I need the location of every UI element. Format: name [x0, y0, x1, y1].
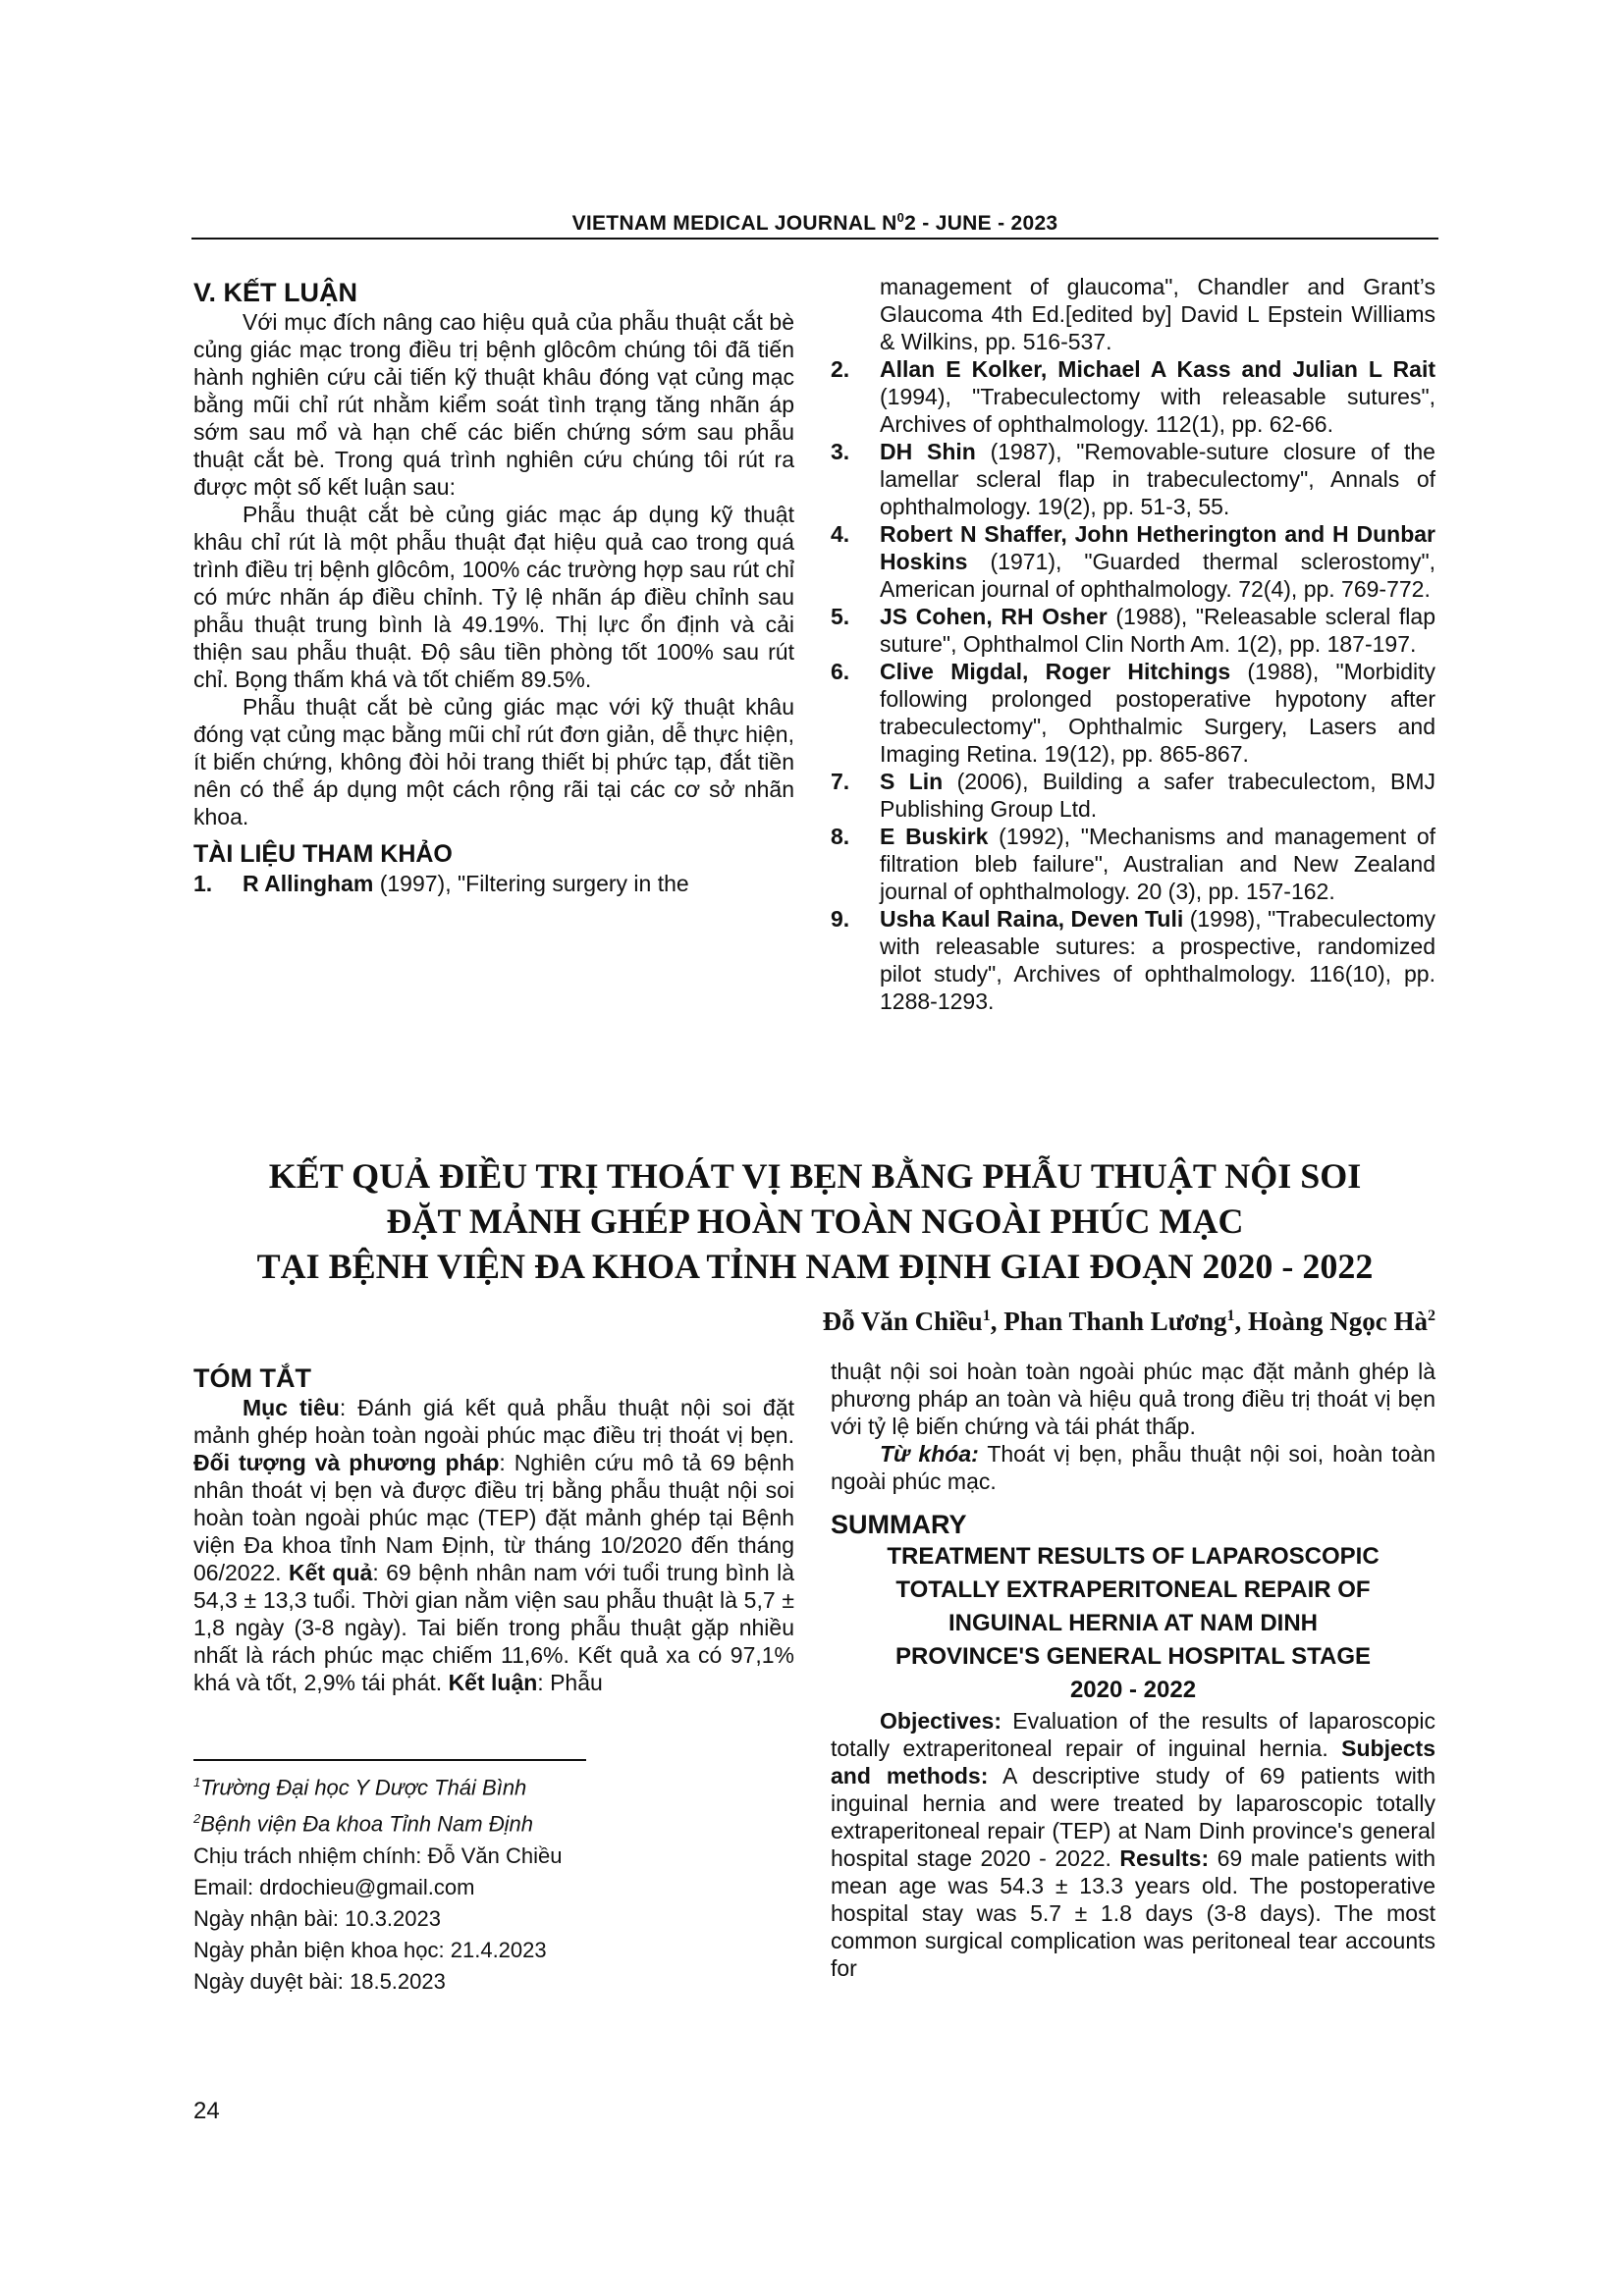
reference-item [831, 355, 1435, 438]
footnote-affiliation-2 [193, 1803, 562, 1840]
author-3-affiliation: 2 [1428, 1308, 1435, 1324]
footnote-rule [193, 1759, 586, 1761]
reference-number: 3. [831, 439, 850, 464]
footnote-affiliation-1-text: Trường Đại học Y Dược Thái Bình [200, 1775, 527, 1800]
author-2: Phan Thanh Lương [1003, 1307, 1227, 1336]
summary-title-line: INGUINAL HERNIA AT NAM DINH [948, 1610, 1318, 1636]
reference-number: 8. [831, 824, 850, 849]
reference-item [831, 438, 1435, 520]
abstract-vi-heading: TÓM TẮT [193, 1363, 311, 1393]
abstract-label-conclusion: Kết luận [448, 1670, 538, 1695]
reference-number: 5. [831, 604, 850, 629]
footnote-marker: 2 [193, 1811, 201, 1827]
footnote-marker: 1 [193, 1775, 201, 1789]
author-2-affiliation: 1 [1226, 1308, 1235, 1324]
summary-title [831, 1540, 1435, 1707]
summary-label-methods: Subjects and methods: [831, 1735, 1435, 1789]
conclusion-section [193, 277, 794, 897]
author-1: Đỗ Văn Chiều [822, 1307, 983, 1336]
article-authors [823, 1307, 1435, 1337]
references-list [831, 355, 1435, 1015]
reference-text: (1994), "Trabeculectomy with releasable sutures", Archives of ophthalmology. 112(1), pp. 62-66. [880, 384, 1435, 437]
abstract-vi-body [193, 1394, 794, 1696]
reference-item [831, 768, 1435, 823]
reference-item [831, 905, 1435, 1015]
reference-text: (2006), Building a safer trabeculectom, BMJ Publishing Group Ltd. [880, 769, 1435, 822]
article-title [177, 1153, 1453, 1289]
summary-title-line: 2020 - 2022 [1069, 1677, 1197, 1703]
abstract-text-results: : 69 bệnh nhân nam với tuổi trung bình là 54,3 ± 13,3 tuổi. Thời gian nằm viện sau phẫu thuật là 5,7 ± 1,8 ngày (3-8 ngày). Tai biến trong phẫu thuật gặp nhiều nhất là rách phúc mạc chiếm 11,6%. Kết quả xa có 97,1% khá và tốt, 2,9% tái phát. [193, 1560, 794, 1695]
journal-issue: 2 - JUNE - 2023 [904, 212, 1058, 235]
footnotes [193, 1767, 562, 1998]
summary-label-results: Results: [1119, 1845, 1210, 1871]
references-heading: TÀI LIỆU THAM KHẢO [193, 840, 453, 868]
footnote-reviewed: Ngày phản biện khoa học: 21.4.2023 [193, 1937, 547, 1962]
keywords-text: Thoát vị bẹn, phẫu thuật nội soi, hoàn toàn ngoài phúc mạc. [831, 1441, 1435, 1494]
abstract-vi [193, 1362, 794, 1696]
abstract-continued [831, 1358, 1435, 1982]
reference-number: 4. [831, 521, 850, 547]
reference-item [831, 603, 1435, 658]
article-title-line-3: TẠI BỆNH VIỆN ĐA KHOA TỈNH NAM ĐỊNH GIAI ĐOẠN 2020 - 2022 [256, 1247, 1374, 1286]
reference-author: Robert N Shaffer, John Hetherington and H Dunbar Hoskins [880, 521, 1435, 574]
abstract-text-methods: : Nghiên cứu mô tả 69 bệnh nhân thoát vị bẹn và được điều trị bằng phẫu thuật nội soi hoàn toàn ngoài phúc mạc (TEP) đặt mảnh ghép tại Bệnh viện Đa khoa tỉnh Nam Định, từ tháng 10/2020 đến tháng 06/2022. [193, 1450, 794, 1585]
conclusion-heading: V. KẾT LUẬN [193, 278, 358, 307]
footnote-responsible: Chịu trách nhiệm chính: Đỗ Văn Chiều [193, 1842, 563, 1868]
reference-author: DH Shin [880, 439, 976, 464]
keywords-label: Từ khóa: [880, 1441, 979, 1467]
author-separator: , [990, 1307, 1004, 1336]
reference-author: S Lin [880, 769, 944, 794]
journal-name: VIETNAM MEDICAL JOURNAL N [571, 212, 897, 235]
author-3: Hoàng Ngọc Hà [1247, 1307, 1428, 1336]
summary-title-line: PROVINCE'S GENERAL HOSPITAL STAGE [895, 1643, 1371, 1670]
abstract-text-objective: : Đánh giá kết quả phẫu thuật nội soi đặt mảnh ghép hoàn toàn ngoài phúc mạc điều trị thoát vị bẹn. [193, 1395, 795, 1448]
reference-item [831, 823, 1435, 905]
references-list-start [193, 870, 794, 897]
reference-item [831, 520, 1435, 603]
reference-author: R Allingham [243, 871, 374, 896]
reference-text: (1988), "Morbidity following prolonged postoperative hypotony after trabeculectomy", Ophthalmic Surgery, Lasers and Imaging Retina. 19(12), pp. 865-867. [880, 659, 1435, 767]
summary-label-objectives: Objectives: [880, 1708, 1001, 1734]
reference-author: Clive Migdal, Roger Hitchings [880, 659, 1231, 684]
abstract-vi-conclusion-continued: thuật nội soi hoàn toàn ngoài phúc mạc đặt mảnh ghép là phương pháp an toàn và hiệu quả trong điều trị thoát vị bẹn với tỷ lệ biến chứng và tái phát thấp. [831, 1359, 1435, 1439]
article-title-line-1: KẾT QUẢ ĐIỀU TRỊ THOÁT VỊ BẸN BẰNG PHẪU THUẬT NỘI SOI [268, 1156, 1362, 1196]
footnote-affiliation-2-text: Bệnh viện Đa khoa Tỉnh Nam Định [200, 1811, 533, 1837]
abstract-keywords [831, 1440, 1435, 1495]
reference-item [831, 658, 1435, 768]
journal-header [191, 210, 1438, 236]
summary-title-line: TOTALLY EXTRAPERITONEAL REPAIR OF [895, 1576, 1371, 1603]
abstract-label-results: Kết quả [288, 1560, 373, 1585]
reference-number: 9. [831, 906, 850, 932]
abstract-label-objective: Mục tiêu [243, 1395, 340, 1420]
footnote-received: Ngày nhận bài: 10.3.2023 [193, 1905, 441, 1931]
article-title-line-2: ĐẶT MẢNH GHÉP HOÀN TOÀN NGOÀI PHÚC MẠC [386, 1201, 1244, 1241]
reference-author: E Buskirk [880, 824, 989, 849]
reference-author: Allan E Kolker, Michael A Kass and Julian L Rait [880, 356, 1435, 382]
reference-text: (1988), "Releasable scleral flap suture", Ophthalmol Clin North Am. 1(2), pp. 187-197. [880, 604, 1435, 657]
author-1-affiliation: 1 [982, 1308, 991, 1324]
reference-item [193, 870, 794, 897]
footnote-affiliation-1 [193, 1767, 562, 1803]
reference-text: (1992), "Mechanisms and management of filtration bleb failure", Australian and New Zealand journal of ophthalmology. 20 (3), pp. 157-162. [880, 824, 1436, 904]
page-number: 24 [193, 2098, 220, 2124]
reference-author: JS Cohen, RH Osher [880, 604, 1108, 629]
reference-text: (1997), "Filtering surgery in the [373, 871, 689, 896]
summary-title-line: TREATMENT RESULTS OF LAPAROSCOPIC [887, 1543, 1380, 1570]
conclusion-paragraph-3: Phẫu thuật cắt bè củng giác mạc với kỹ thuật khâu đóng vạt củng mạc bằng mũi chỉ rút đơn giản, dễ thực hiện, ít biến chứng, không đòi hỏi trang thiết bị phức tạp, đắt tiền nên có thể áp dụng một cách rộng rãi tại các cơ sở nhãn khoa. [193, 694, 794, 829]
summary-heading: SUMMARY [831, 1510, 967, 1539]
summary-text-objectives: Evaluation of the results of laparoscopic totally extraperitoneal repair of inguinal hernia. [831, 1708, 1435, 1761]
reference-text: (1971), "Guarded thermal sclerostomy", American journal of ophthalmology. 72(4), pp. 769-772. [880, 549, 1435, 602]
abstract-label-methods: Đối tượng và phương pháp [193, 1450, 500, 1475]
reference-text: (1998), "Trabeculectomy with releasable sutures: a prospective, randomized pilot study", Archives of ophthalmology. 116(10), pp. 1288-1293. [880, 906, 1435, 1014]
reference-number: 2. [831, 356, 850, 382]
reference-number: 6. [831, 659, 850, 684]
conclusion-paragraph-1: Với mục đích nâng cao hiệu quả của phẫu thuật cắt bè củng giác mạc trong điều trị bệnh glôcôm chúng tôi đã tiến hành nghiên cứu cải tiến kỹ thuật khâu đóng vạt củng mạc bằng mũi chỉ rút nhằm kiểm soát tình trạng tăng nhãn áp sớm sau mổ và hạn chế các biến chứng sớm sau phẫu thuật cắt bè. Trong quá trình nghiên cứu chúng tôi rút ra được một số kết luận sau: [193, 309, 794, 500]
footnote-approved: Ngày duyệt bài: 18.5.2023 [193, 1968, 446, 1994]
abstract-text-conclusion: : Phẫu [537, 1670, 603, 1695]
summary-body [831, 1707, 1435, 1982]
author-separator: , [1234, 1307, 1248, 1336]
journal-number-sup: 0 [896, 210, 905, 225]
reference-author: Usha Kaul Raina, Deven Tuli [880, 906, 1184, 932]
references-continued [831, 273, 1435, 1015]
reference-number: 7. [831, 769, 850, 794]
reference-1-continued: management of glaucoma", Chandler and Grant’s Glaucoma 4th Ed.[edited by] David L Epstein Williams & Wilkins, pp. 516-537. [880, 274, 1435, 354]
summary-text-results: 69 male patients with mean age was 54.3 ± 13.3 years old. The postoperative hospital stay was 5.7 ± 1.8 days (3-8 days). The most common surgical complication was peritoneal tear accounts for [831, 1845, 1436, 1981]
summary-text-methods: A descriptive study of 69 patients with inguinal hernia and were treated by laparoscopic totally extraperitoneal repair (TEP) at Nam Dinh province's general hospital stage 2020 - 2022. [831, 1763, 1436, 1871]
reference-number: 1. [193, 871, 213, 896]
header-rule [191, 238, 1438, 240]
reference-text: (1987), "Removable-suture closure of the lamellar scleral flap in trabeculectomy", Annals of ophthalmology. 19(2), pp. 51-3, 55. [880, 439, 1435, 519]
footnote-email: Email: drdochieu@gmail.com [193, 1874, 475, 1899]
conclusion-paragraph-2: Phẫu thuật cắt bè củng giác mạc áp dụng kỹ thuật khâu chỉ rút là một phẫu thuật đạt hiệu quả cao trong quá trình điều trị bệnh glôcôm, 100% các trường hợp sau rút chỉ có mức nhãn áp điều chỉnh. Tỷ lệ nhãn áp điều chỉnh sau phẫu thuật trung bình là 49.19%. Thị lực ổn định và cải thiện sau phẫu thuật. Độ sâu tiền phòng tốt 100% sau rút chỉ. Bọng thấm khá và tốt chiếm 89.5%. [193, 502, 794, 692]
